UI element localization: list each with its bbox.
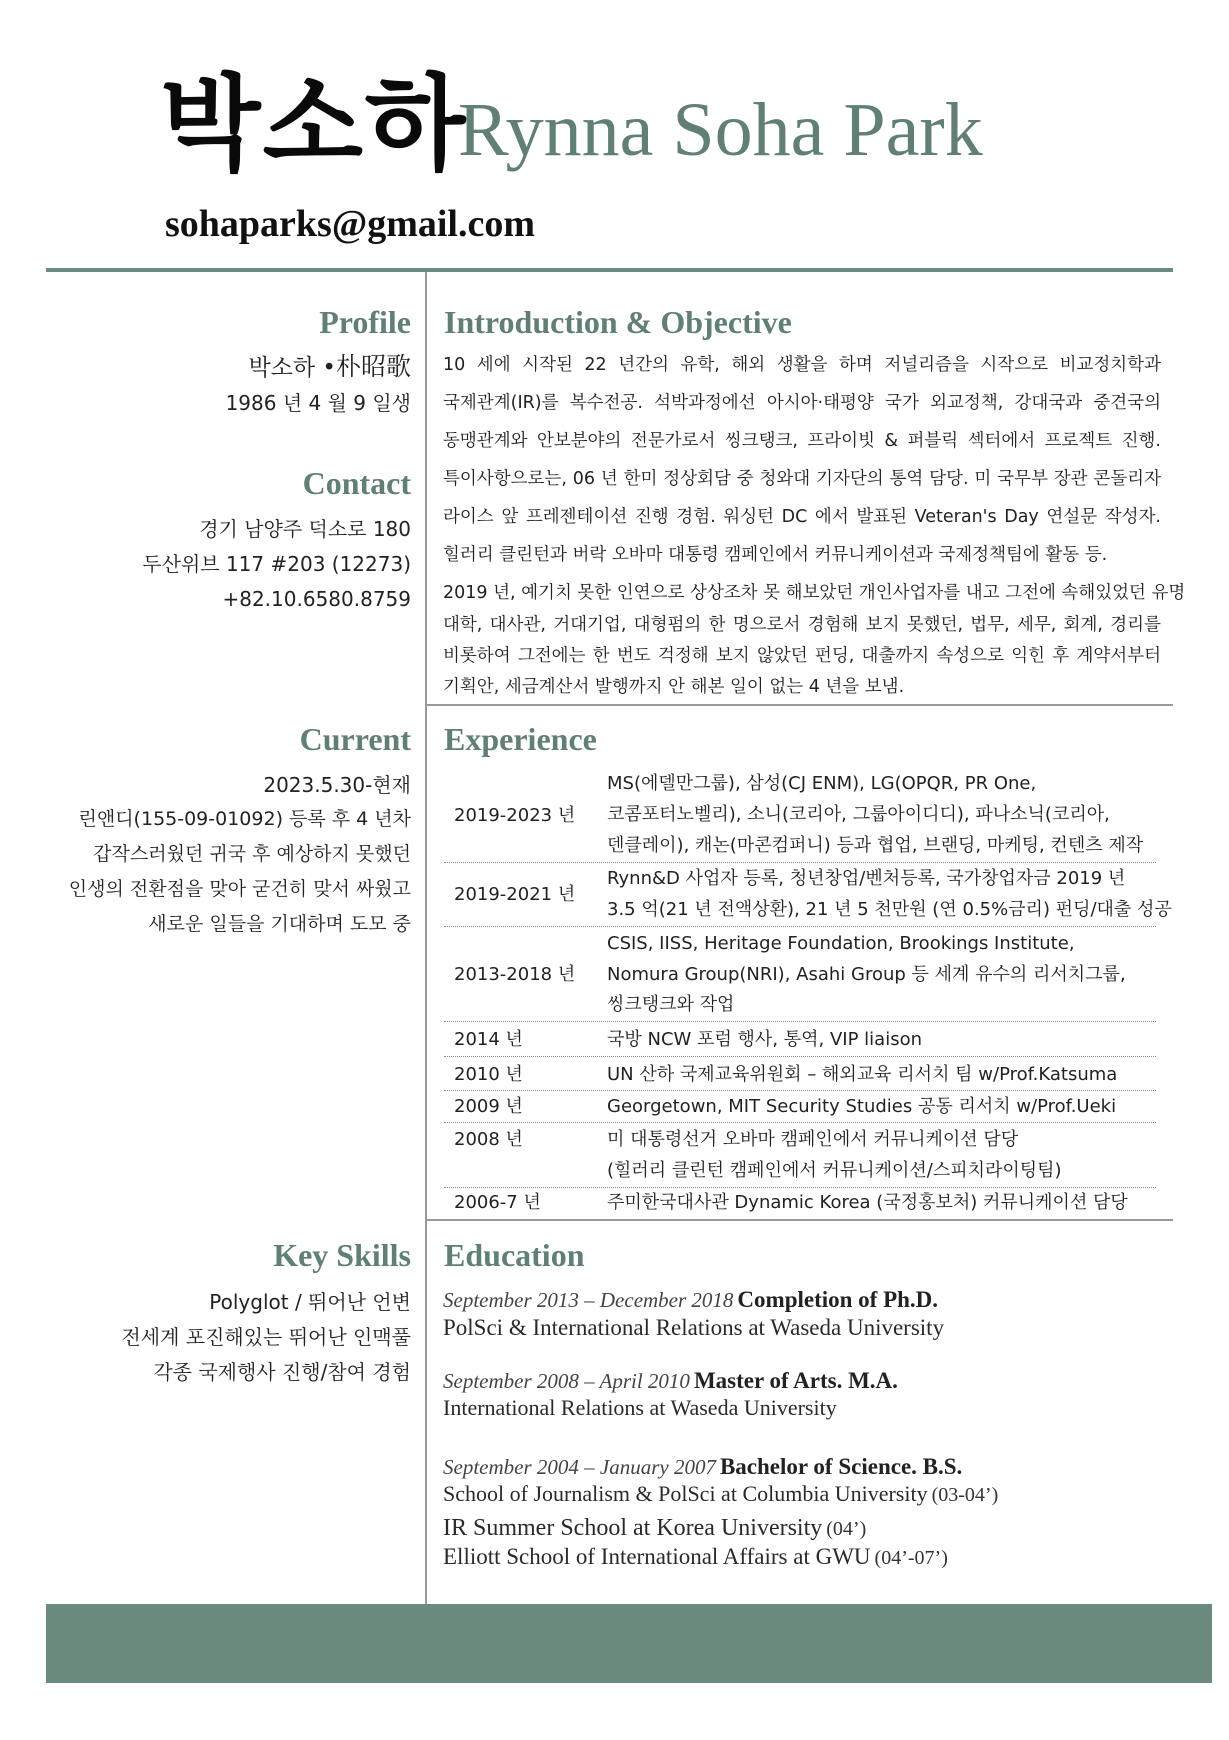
contact-heading: Contact [302, 465, 411, 501]
current-line: 새로운 일들을 기대하며 도모 중 [148, 913, 411, 935]
education-heading: Education [444, 1237, 585, 1273]
education-school: International Relations at Waseda University [443, 1395, 837, 1420]
current-line: 2023.5.30-현재 [263, 773, 411, 797]
experience-desc: CSIS, IISS, Heritage Foundation, Brookings Institute, [607, 933, 1075, 954]
row-separator [444, 1056, 1156, 1057]
profile-name [248, 355, 411, 380]
section-divider [427, 704, 1173, 706]
education-date: September 2008 – April 2010 [443, 1369, 690, 1393]
intro-line: 특이사항으로는, 06 년 한미 정상회담 중 청와대 기자단의 통역 담당. 미 국무부 장관 콘돌리자 [443, 469, 1161, 489]
experience-year: 2010 년 [454, 1064, 523, 1085]
education-extra-name: Elliott School of International Affairs at GWU [443, 1544, 871, 1569]
experience-year: 2008 년 [454, 1129, 523, 1150]
intro-line: 라이스 앞 프레젠테이션 진행 경험. 워싱턴 DC 에서 발표된 Veteran's Day 연설문 작성자. [443, 507, 1161, 527]
intro-line: 비롯하여 그전에는 한 번도 걱정해 보지 않았던 펀딩, 대출까지 속성으로 익힌 후 계약서부터 [443, 646, 1161, 666]
education-degree: Master of Arts. M.A. [693, 1368, 898, 1393]
current-line: 린앤디(155-09-01092) 등록 후 4 년차 [78, 808, 411, 830]
experience-desc: 덴클레이), 캐논(마콘컴퍼니) 등과 협업, 브랜딩, 마케팅, 컨텐츠 제작 [607, 835, 1144, 856]
current-line: 갑작스러웠던 귀국 후 예상하지 못했던 [93, 843, 411, 865]
experience-desc: 씽크탱크와 작업 [607, 994, 735, 1015]
intro-line: 힐러리 클린턴과 버락 오바마 대통령 캠페인에서 커뮤니케이션과 국제정책팀에 활동 등. [443, 545, 1108, 565]
intro-line: 동맹관계와 안보분야의 전문가로서 씽크탱크, 프라이빗 & 퍼블릭 섹터에서 프로젝트 진행. [443, 431, 1161, 451]
footer-bar [46, 1604, 1212, 1683]
intro-line: 2019 년, 예기치 못한 인연으로 상상조차 못 해보았던 개인사업자를 내고 그전에 속해있었던 유명 [443, 583, 1186, 603]
education-degree: Bachelor of Science. B.S. [719, 1454, 963, 1479]
address-line-2: 두산위브 117 #203 (12273) [142, 552, 411, 576]
education-school-name: School of Journalism & PolSci at Columbia University [443, 1481, 928, 1506]
experience-desc: (힐러리 클린턴 캠페인에서 커뮤니케이션/스피치라이팅팀) [607, 1160, 1062, 1181]
email-address: sohaparks@gmail.com [165, 203, 535, 245]
column-divider [425, 272, 427, 1604]
experience-year: 2006-7 년 [454, 1192, 541, 1213]
section-divider [427, 1219, 1173, 1221]
skill-line: Polyglot / 뛰어난 언변 [209, 1290, 411, 1314]
education-school: PolSci & International Relations at Waseda University [443, 1315, 945, 1340]
experience-year: 2019-2023 년 [454, 805, 576, 826]
intro-line: 기획안, 세금계산서 발행까지 안 해본 일이 없는 4 년을 보냄. [443, 677, 905, 697]
experience-desc: 미 대통령선거 오바마 캠페인에서 커뮤니케이션 담당 [607, 1129, 1019, 1150]
experience-desc: 국방 NCW 포럼 행사, 통역, VIP liaison [607, 1029, 923, 1050]
birth-date: 1986 년 4 월 9 일생 [225, 391, 411, 415]
education-extra [443, 1516, 866, 1540]
key-skills-heading: Key Skills [273, 1237, 411, 1273]
experience-year: 2013-2018 년 [454, 964, 576, 985]
skill-line: 전세계 포진해있는 뛰어난 인맥풀 [121, 1325, 411, 1349]
header-divider [46, 268, 1173, 272]
row-separator [444, 926, 1156, 927]
education-extra-years: (04’-07’) [874, 1547, 948, 1569]
experience-heading: Experience [444, 721, 597, 757]
experience-desc: Georgetown, MIT Security Studies 공동 리서치 w/Prof.Ueki [607, 1096, 1117, 1117]
education-school [443, 1483, 998, 1505]
education-entry-heading [443, 1288, 938, 1311]
address-line-1: 경기 남양주 덕소로 180 [199, 517, 411, 541]
education-degree: Completion of Ph.D. [737, 1287, 939, 1312]
english-name: Rynna Soha Park [458, 88, 983, 172]
education-date: September 2013 – December 2018 [443, 1288, 734, 1312]
experience-year: 2019-2021 년 [454, 884, 576, 905]
skill-line: 각종 국제행사 진행/참여 경험 [153, 1360, 411, 1384]
profile-name-korean: 박소하 • [248, 355, 336, 381]
profile-name-hanja: 朴昭歌 [335, 354, 411, 381]
introduction-heading: Introduction & Objective [444, 304, 792, 340]
profile-heading: Profile [319, 304, 411, 340]
experience-desc: 코콤포터노벨리), 소니(코리아, 그룹아이디디), 파나소닉(코리아, [607, 804, 1110, 825]
row-separator [444, 1122, 1156, 1123]
experience-desc: Nomura Group(NRI), Asahi Group 등 세계 유수의 리서치그룹, [607, 964, 1126, 985]
experience-desc: UN 산하 국제교육위원회 – 해외교육 리서치 팀 w/Prof.Katsuma [607, 1064, 1118, 1085]
row-separator [444, 1021, 1156, 1022]
experience-desc: 주미한국대사관 Dynamic Korea (국정홍보처) 커뮤니케이션 담당 [607, 1192, 1128, 1213]
experience-year: 2009 년 [454, 1096, 523, 1117]
phone-number: +82.10.6580.8759 [222, 587, 411, 611]
row-separator [444, 1090, 1156, 1091]
education-entry-heading [443, 1369, 898, 1392]
experience-year: 2014 년 [454, 1029, 523, 1050]
row-separator [444, 862, 1156, 863]
intro-line: 10 세에 시작된 22 년간의 유학, 해외 생활을 하며 저널리즘을 시작으로 비교정치학과 [443, 355, 1161, 375]
korean-name: 박소하 [160, 62, 468, 185]
intro-line: 대학, 대사관, 거대기업, 대형펌의 한 명으로서 경험해 보지 못했던, 법무, 세무, 회계, 경리를 [443, 615, 1161, 635]
education-extra [443, 1545, 948, 1568]
experience-desc: Rynn&D 사업자 등록, 청년창업/벤처등록, 국가창업자금 2019 년 [607, 868, 1126, 889]
education-years: (03-04’) [931, 1484, 999, 1506]
education-extra-name: IR Summer School at Korea University [443, 1515, 823, 1541]
current-line: 인생의 전환점을 맞아 굳건히 맞서 싸웠고 [68, 878, 411, 900]
experience-desc: MS(에델만그룹), 삼성(CJ ENM), LG(OPQR, PR One, [607, 773, 1037, 794]
experience-desc: 3.5 억(21 년 전액상환), 21 년 5 천만원 (연 0.5%금리) 펀딩/대출 성공 [607, 899, 1172, 920]
intro-line: 국제관계(IR)를 복수전공. 석박과정에선 아시아·태평양 국가 외교정책, 강대국과 중견국의 [443, 393, 1161, 413]
current-heading: Current [299, 721, 411, 757]
education-date: September 2004 – January 2007 [443, 1455, 716, 1479]
education-extra-years: (04’) [826, 1518, 867, 1540]
education-entry-heading [443, 1455, 962, 1478]
row-separator [444, 1187, 1156, 1188]
